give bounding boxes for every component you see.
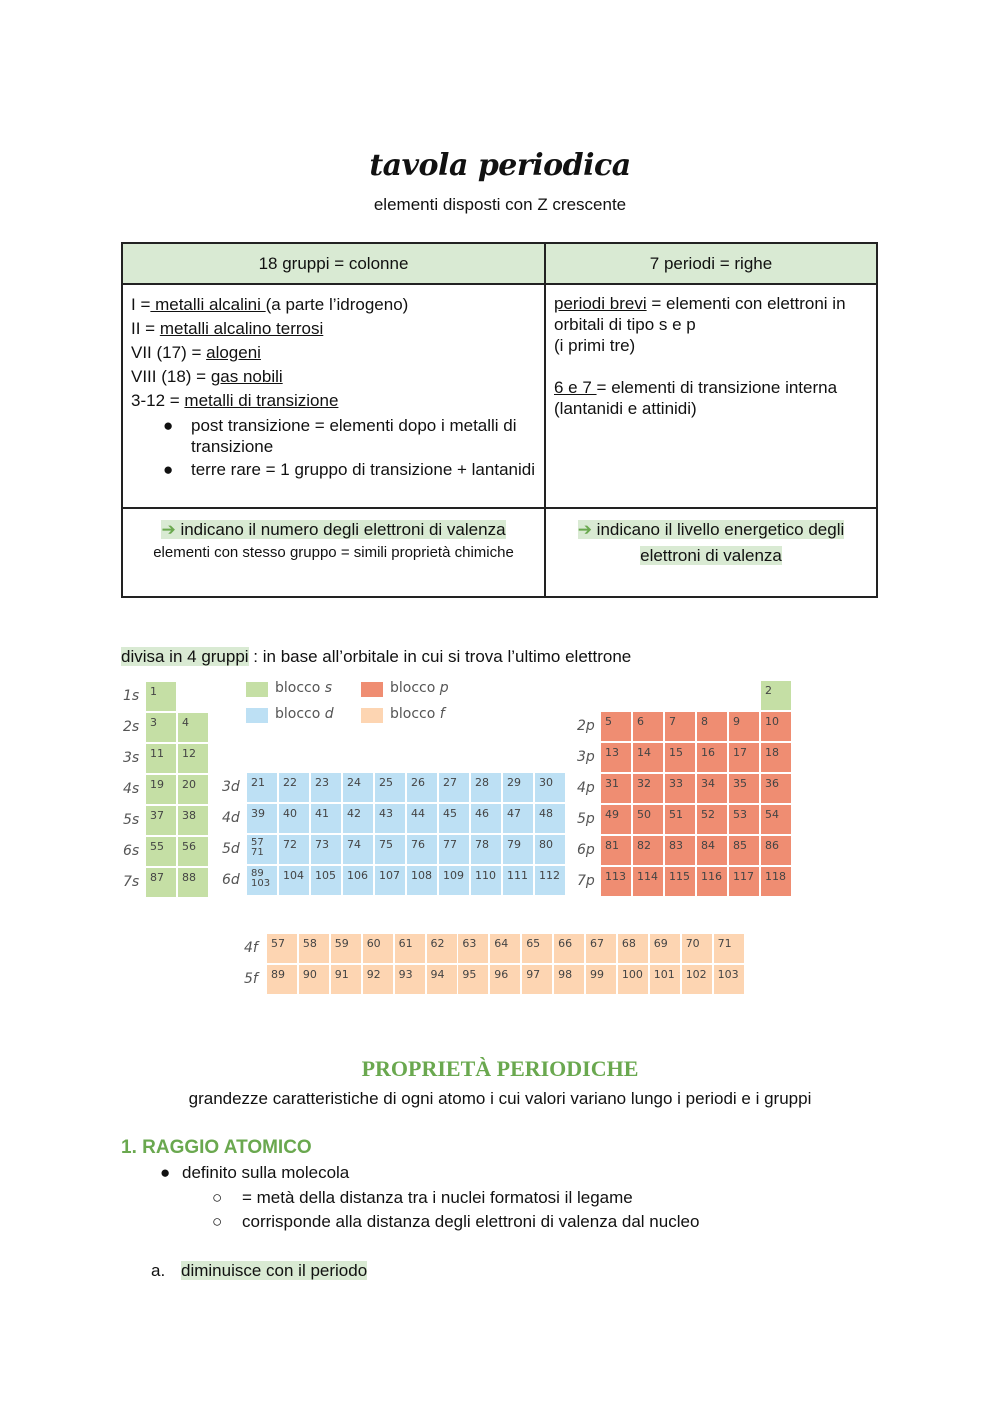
element-cell: 107 — [374, 865, 406, 896]
element-cell: 118 — [760, 866, 792, 897]
list-item: ● post transizione = elementi dopo i metalli di transizione — [163, 416, 517, 456]
element-cell: 92 — [362, 964, 394, 995]
element-cell: 58 — [298, 933, 330, 964]
legend-swatch — [246, 708, 268, 723]
element-cell: 100 — [617, 964, 649, 995]
element-cell: 4 — [177, 712, 209, 743]
element-cell: 67 — [585, 933, 617, 964]
row-label-5f: 5f — [244, 971, 258, 987]
element-cell: 13 — [600, 742, 632, 773]
element-cell: 81 — [600, 835, 632, 866]
element-cell: 115 — [664, 866, 696, 897]
element-cell: 53 — [728, 804, 760, 835]
element-cell: 32 — [632, 773, 664, 804]
element-cell: 101 — [649, 964, 681, 995]
section-subtitle: grandezze caratteristiche di ogni atomo i cui valori variano lungo i periodi e i gruppi — [188, 1089, 812, 1108]
element-cell: 93 — [394, 964, 426, 995]
row-label-3s: 3s — [123, 750, 140, 766]
row-label-2p: 2p — [577, 718, 595, 734]
element-cell: 41 — [310, 803, 342, 834]
element-cell: 18 — [760, 742, 792, 773]
element-cell: 105 — [310, 865, 342, 896]
element-cell: 88 — [177, 867, 209, 898]
element-cell: 40 — [278, 803, 310, 834]
element-cell: 113 — [600, 866, 632, 897]
element-cell: 36 — [760, 773, 792, 804]
element-cell: 86 — [760, 835, 792, 866]
element-cell: 57 71 — [246, 834, 278, 865]
row-label-5d: 5d — [222, 841, 240, 857]
element-cell: 51 — [664, 804, 696, 835]
list-item: ○ corrisponde alla distanza degli elettroni di valenza dal nucleo — [212, 1212, 700, 1231]
element-cell: 45 — [438, 803, 470, 834]
element-cell: 35 — [728, 773, 760, 804]
element-cell: 116 — [696, 866, 728, 897]
element-cell: 11 — [145, 743, 177, 774]
element-cell: 112 — [534, 865, 566, 896]
page-title: tavola periodica — [369, 148, 631, 183]
element-cell: 5 — [600, 711, 632, 742]
element-cell: 68 — [617, 933, 649, 964]
element-cell: 16 — [696, 742, 728, 773]
element-cell: 27 — [438, 772, 470, 803]
page-subtitle: elementi disposti con Z crescente — [373, 195, 627, 214]
element-cell: 78 — [470, 834, 502, 865]
element-cell: 52 — [696, 804, 728, 835]
arrow-right-icon: ➔ — [161, 520, 176, 539]
row-label-6p: 6p — [577, 842, 595, 858]
row-label-4f: 4f — [244, 940, 258, 956]
element-cell: 98 — [553, 964, 585, 995]
element-cell: 34 — [696, 773, 728, 804]
row-label-6d: 6d — [222, 872, 240, 888]
row-label-4p: 4p — [577, 780, 595, 796]
legend-label: blocco s — [275, 680, 333, 696]
element-cell: 89 — [266, 964, 298, 995]
element-cell: 56 — [177, 836, 209, 867]
element-cell: 60 — [362, 933, 394, 964]
element-cell: 91 — [330, 964, 362, 995]
element-cell: 80 — [534, 834, 566, 865]
row-label-4s: 4s — [123, 781, 140, 797]
element-cell: 20 — [177, 774, 209, 805]
element-cell: 3 — [145, 712, 177, 743]
element-cell: 14 — [632, 742, 664, 773]
element-cell: 110 — [470, 865, 502, 896]
group-line-2: II = metalli alcalino terrosi — [131, 319, 324, 338]
row-label-6s: 6s — [123, 843, 140, 859]
heading-atomic-radius: 1. RAGGIO ATOMICO — [121, 1137, 312, 1158]
element-cell: 33 — [664, 773, 696, 804]
element-cell: 69 — [649, 933, 681, 964]
element-cell: 111 — [502, 865, 534, 896]
element-cell: 28 — [470, 772, 502, 803]
element-cell: 99 — [585, 964, 617, 995]
element-cell: 73 — [310, 834, 342, 865]
list-item: ● terre rare = 1 gruppo di transizione + lantanidi — [163, 460, 535, 479]
element-cell: 87 — [145, 867, 177, 898]
element-cell: 77 — [438, 834, 470, 865]
row-label-7s: 7s — [123, 874, 140, 890]
summary-table — [121, 242, 878, 598]
element-cell: 15 — [664, 742, 696, 773]
row-label-5s: 5s — [123, 812, 140, 828]
element-cell: 74 — [342, 834, 374, 865]
element-cell: 1 — [145, 681, 177, 712]
group-line-4: VIII (18) = gas nobili — [131, 367, 283, 386]
period-short-note: (i primi tre) — [554, 336, 636, 355]
list-item: ○ = metà della distanza tra i nuclei formatosi il legame — [212, 1188, 633, 1207]
element-cell: 37 — [145, 805, 177, 836]
section-title: PROPRIETÀ PERIODICHE — [361, 1056, 639, 1081]
element-cell: 47 — [502, 803, 534, 834]
blocks-intro: divisa in 4 gruppi : in base all’orbitale in cui si trova l’ultimo elettrone — [121, 647, 632, 666]
element-cell: 12 — [177, 743, 209, 774]
groups-footer: ➔ indicano il numero degli elettroni di valenza elementi con stesso gruppo = simili proprietà chimiche — [122, 508, 545, 597]
element-cell: 89 103 — [246, 865, 278, 896]
element-cell: 26 — [406, 772, 438, 803]
row-label-2s: 2s — [123, 719, 140, 735]
element-cell: 22 — [278, 772, 310, 803]
element-cell: 96 — [489, 964, 521, 995]
element-cell: 71 — [713, 933, 745, 964]
element-cell: 9 — [728, 711, 760, 742]
row-label-4d: 4d — [222, 810, 240, 826]
element-cell: 108 — [406, 865, 438, 896]
element-cell: 48 — [534, 803, 566, 834]
element-cell: 6 — [632, 711, 664, 742]
element-cell: 63 — [457, 933, 489, 964]
element-cell: 104 — [278, 865, 310, 896]
row-label-7p: 7p — [577, 873, 595, 889]
period-67-text: 6 e 7 = elementi di transizione interna (lantanidi e attinidi) — [554, 378, 838, 418]
group-line-1: I = metalli alcalini (a parte l’idrogeno) — [131, 295, 409, 314]
element-cell: 64 — [489, 933, 521, 964]
element-cell: 50 — [632, 804, 664, 835]
element-cell: 97 — [521, 964, 553, 995]
element-cell: 65 — [521, 933, 553, 964]
periods-cell — [545, 284, 877, 508]
element-cell: 85 — [728, 835, 760, 866]
element-cell: 39 — [246, 803, 278, 834]
row-label-1s: 1s — [123, 688, 140, 704]
legend-swatch — [361, 708, 383, 723]
element-cell: 54 — [760, 804, 792, 835]
element-cell: 106 — [342, 865, 374, 896]
header-periods: 7 periodi = righe — [545, 243, 877, 284]
row-label-3p: 3p — [577, 749, 595, 765]
element-cell: 10 — [760, 711, 792, 742]
element-cell: 95 — [457, 964, 489, 995]
element-cell: 44 — [406, 803, 438, 834]
periods-footer: ➔ indicano il livello energetico degli elettroni di valenza — [545, 508, 877, 597]
element-cell: 94 — [426, 964, 458, 995]
element-cell: 38 — [177, 805, 209, 836]
element-cell: 23 — [310, 772, 342, 803]
element-cell: 42 — [342, 803, 374, 834]
element-cell: 114 — [632, 866, 664, 897]
element-cell: 90 — [298, 964, 330, 995]
legend-swatch — [361, 682, 383, 697]
element-cell: 46 — [470, 803, 502, 834]
element-cell: 49 — [600, 804, 632, 835]
groups-cell — [122, 284, 545, 508]
element-cell: 25 — [374, 772, 406, 803]
element-cell: 8 — [696, 711, 728, 742]
element-cell: 7 — [664, 711, 696, 742]
element-cell: 75 — [374, 834, 406, 865]
element-cell: 19 — [145, 774, 177, 805]
element-cell: 83 — [664, 835, 696, 866]
element-cell: 43 — [374, 803, 406, 834]
element-cell: 66 — [553, 933, 585, 964]
transition-sublist — [159, 415, 536, 480]
group-line-5: 3-12 = metalli di transizione — [131, 391, 339, 410]
element-cell: 82 — [632, 835, 664, 866]
element-cell: 2 — [760, 680, 792, 711]
legend-label: blocco p — [390, 680, 449, 696]
element-cell: 79 — [502, 834, 534, 865]
element-cell: 17 — [728, 742, 760, 773]
element-cell: 30 — [534, 772, 566, 803]
group-line-3: VII (17) = alogeni — [131, 343, 261, 362]
element-cell: 57 — [266, 933, 298, 964]
legend-label: blocco f — [390, 706, 445, 722]
element-cell: 24 — [342, 772, 374, 803]
row-label-3d: 3d — [222, 779, 240, 795]
element-cell: 31 — [600, 773, 632, 804]
element-cell: 55 — [145, 836, 177, 867]
element-cell: 70 — [681, 933, 713, 964]
element-cell: 72 — [278, 834, 310, 865]
element-cell: 117 — [728, 866, 760, 897]
arrow-right-icon: ➔ — [577, 520, 592, 539]
legend-swatch — [246, 682, 268, 697]
element-cell: 76 — [406, 834, 438, 865]
header-groups: 18 gruppi = colonne — [122, 243, 545, 284]
element-cell: 29 — [502, 772, 534, 803]
period-short-text: periodi brevi = elementi con elettroni in orbitali di tipo s e p — [554, 294, 846, 334]
element-cell: 21 — [246, 772, 278, 803]
element-cell: 109 — [438, 865, 470, 896]
element-cell: 103 — [713, 964, 745, 995]
list-item: a. diminuisce con il periodo — [151, 1261, 368, 1280]
element-cell: 62 — [426, 933, 458, 964]
list-item: ● definito sulla molecola — [160, 1163, 350, 1182]
legend-label: blocco d — [275, 706, 334, 722]
row-label-5p: 5p — [577, 811, 595, 827]
element-cell: 84 — [696, 835, 728, 866]
element-cell: 102 — [681, 964, 713, 995]
element-cell: 59 — [330, 933, 362, 964]
element-cell: 61 — [394, 933, 426, 964]
